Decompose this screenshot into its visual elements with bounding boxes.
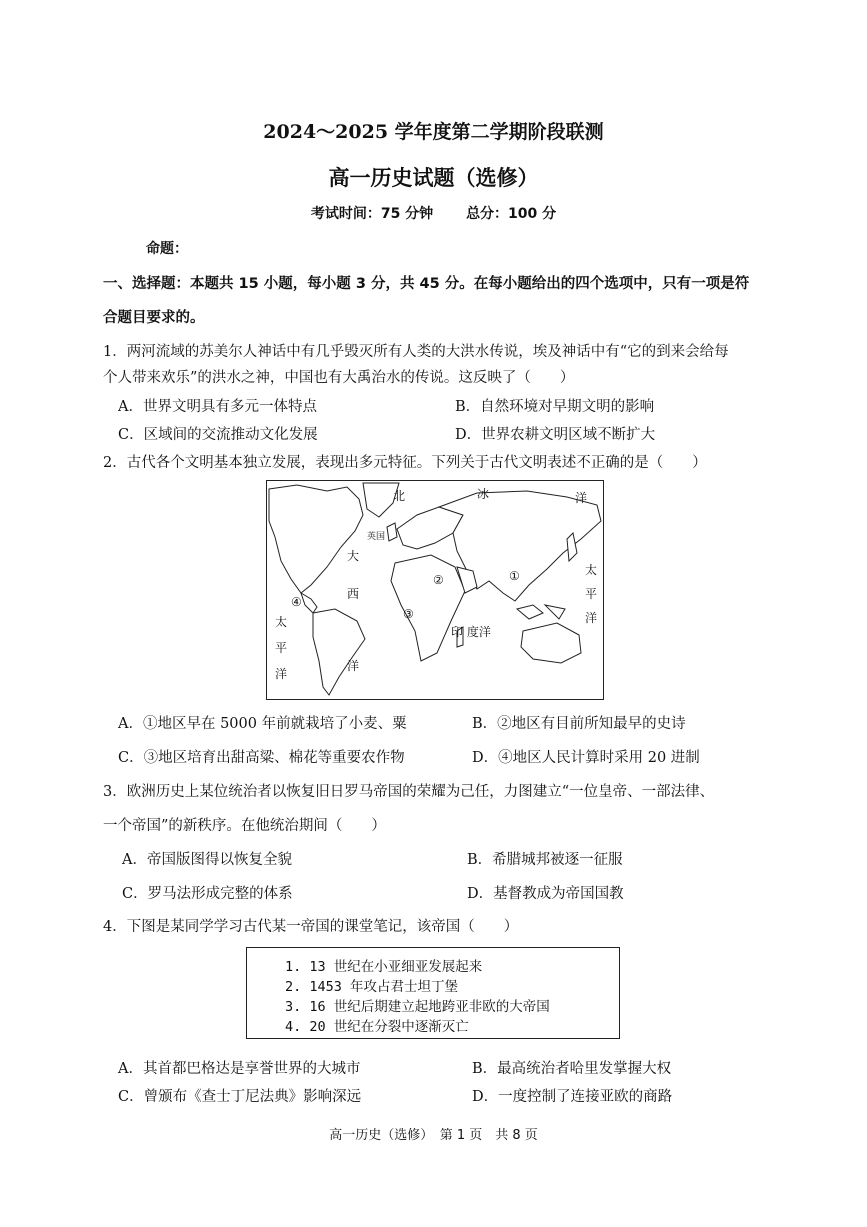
- note-line-2: 2. 1453 年攻占君士坦丁堡: [285, 979, 459, 995]
- q3-option-d: D．基督教成为帝国国教: [467, 886, 624, 902]
- q3-stem-line2: 一个帝国”的新秩序。在他统治期间（ ）: [103, 818, 386, 834]
- map-label-arctic-ocean: 洋: [575, 491, 588, 505]
- q2-option-c: C．③地区培育出甜高粱、棉花等重要农作物: [118, 750, 405, 766]
- page-footer: 高一历史（选修） 第 1 页 共 8 页: [329, 1128, 538, 1143]
- q1-option-c: C．区域间的交流推动文化发展: [118, 427, 318, 443]
- world-map-graphic: [267, 481, 603, 699]
- question-setter: 命题：: [146, 241, 188, 257]
- map-label-pacific-west-2: 平: [275, 641, 288, 655]
- q2-option-a: A．①地区早在 5000 年前就栽培了小麦、粟: [118, 716, 407, 732]
- class-notes-box: [246, 947, 620, 1039]
- map-label-atlantic-1: 大: [347, 549, 360, 563]
- q1-stem-line1: 1．两河流域的苏美尔人神话中有几乎毁灭所有人类的大洪水传说，埃及神话中有“它的到来会给每: [103, 344, 729, 360]
- q1-stem-line2: 个人带来欢乐”的洪水之神，中国也有大禹治水的传说。这反映了（ ）: [103, 370, 575, 386]
- world-map: [266, 480, 604, 700]
- exam-title: 2024～2025 学年度第二学期阶段联测: [263, 121, 604, 143]
- q4-stem: 4．下图是某同学学习古代某一帝国的课堂笔记，该帝国（ ）: [103, 919, 519, 935]
- note-line-3: 3. 16 世纪后期建立起地跨亚非欧的大帝国: [285, 999, 550, 1015]
- map-marker-4: ④: [291, 595, 302, 609]
- map-label-atlantic-2: 西: [347, 587, 360, 601]
- q1-option-b: B．自然环境对早期文明的影响: [455, 399, 655, 415]
- map-label-pacific-east-1: 太: [585, 563, 598, 577]
- exam-score: 总分：100 分: [466, 206, 557, 222]
- q3-stem-line1: 3．欧洲历史上某位统治者以恢复旧日罗马帝国的荣耀为己任，力图建立“一位皇帝、一部法律、: [103, 784, 715, 800]
- q3-option-a: A．帝国版图得以恢复全貌: [122, 852, 292, 868]
- q3-option-b: B．希腊城邦被逐一征服: [467, 852, 623, 868]
- map-label-pacific-west-3: 洋: [275, 667, 288, 681]
- q3-option-c: C．罗马法形成完整的体系: [122, 886, 293, 902]
- map-label-north: 北: [393, 489, 406, 503]
- q4-option-a: A．其首都巴格达是享誉世界的大城市: [118, 1061, 361, 1077]
- note-line-4: 4. 20 世纪在分裂中逐渐灭亡: [285, 1019, 469, 1035]
- map-label-atlantic-3: 洋: [347, 659, 360, 673]
- q1-option-a: A．世界文明具有多元一体特点: [118, 399, 317, 415]
- section-instructions-2: 合题目要求的。: [103, 310, 205, 326]
- q2-stem: 2．古代各个文明基本独立发展，表现出多元特征。下列关于古代文明表述不正确的是（ ）: [103, 455, 707, 471]
- exam-subtitle: 高一历史试题（选修）: [328, 165, 539, 190]
- q2-option-b: B．②地区有目前所知最早的史诗: [472, 716, 686, 732]
- exam-meta: [0, 203, 867, 223]
- map-label-indian-ocean: 印 度洋: [451, 625, 491, 639]
- map-label-pacific-west-1: 太: [275, 615, 288, 629]
- q4-option-c: C．曾颁布《查士丁尼法典》影响深远: [118, 1089, 362, 1105]
- map-label-uk: 英国: [367, 532, 386, 542]
- q2-option-d: D．④地区人民计算时采用 20 进制: [472, 750, 700, 766]
- map-label-ice: 冰: [477, 487, 490, 501]
- map-marker-1: ①: [509, 569, 520, 583]
- note-line-1: 1. 13 世纪在小亚细亚发展起来: [285, 959, 483, 975]
- q4-option-d: D．一度控制了连接亚欧的商路: [472, 1089, 673, 1105]
- q4-option-b: B．最高统治者哈里发掌握大权: [472, 1061, 672, 1077]
- map-label-pacific-east-2: 平: [585, 587, 598, 601]
- map-label-pacific-east-3: 洋: [585, 611, 598, 625]
- section-instructions-1: 一、选择题：本题共 15 小题，每小题 3 分，共 45 分。在每小题给出的四个选项中，只有一项是符: [103, 276, 750, 292]
- map-marker-3: ③: [403, 607, 414, 621]
- map-marker-2: ②: [433, 573, 444, 587]
- exam-time: 考试时间：75 分钟: [310, 206, 434, 222]
- q1-option-d: D．世界农耕文明区域不断扩大: [455, 427, 656, 443]
